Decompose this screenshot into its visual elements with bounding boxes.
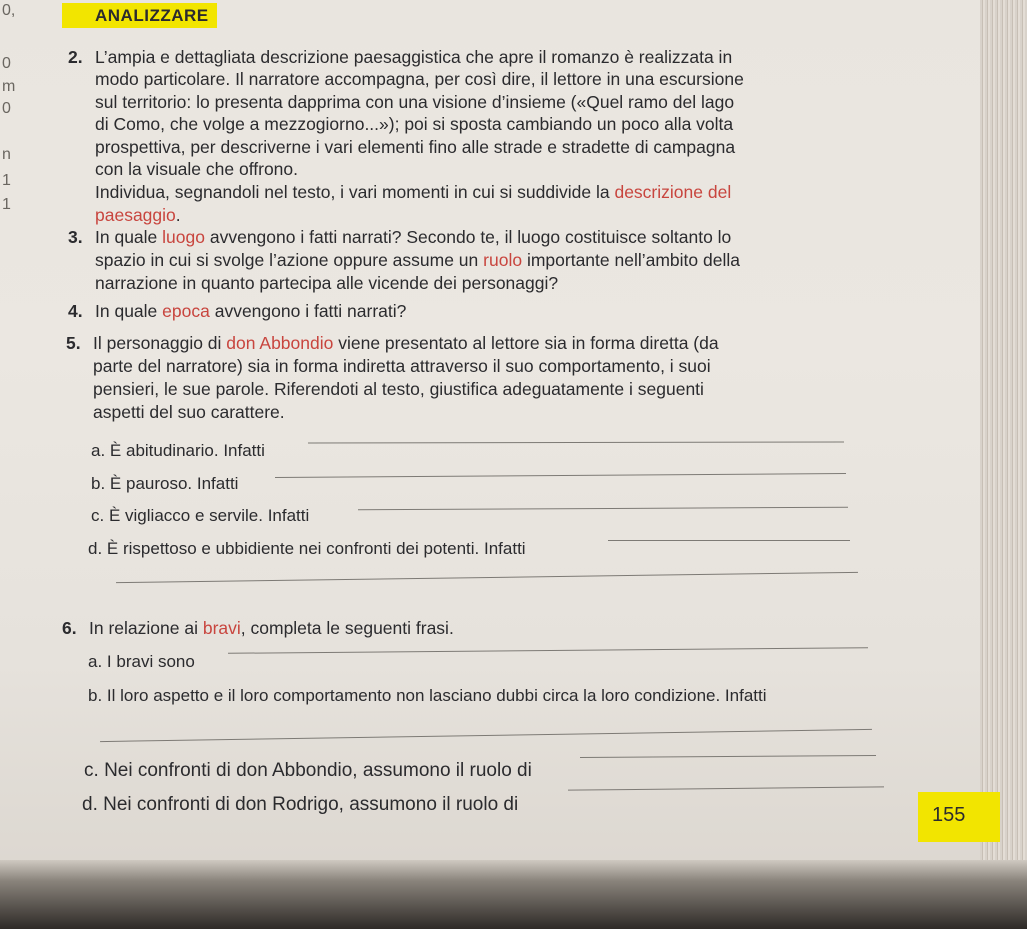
q6-item-c: [84, 760, 532, 782]
margin-mark: 1: [2, 196, 11, 213]
answer-line[interactable]: [608, 540, 850, 541]
sub-item-text: I bravi sono: [106, 652, 195, 671]
page-edges: [980, 0, 1027, 900]
sub-item-d: [88, 539, 526, 559]
margin-mark: 0,: [2, 2, 16, 19]
sub-item-text: È pauroso. Infatti: [109, 474, 239, 493]
sub-item-letter: c.: [91, 506, 105, 525]
question-number: 6.: [62, 618, 77, 638]
question-line: [95, 249, 740, 271]
question-text: avvengono i fatti narrati?: [214, 301, 407, 321]
sub-item-letter: b.: [88, 686, 103, 705]
sub-item-b: [91, 474, 238, 494]
sub-item-letter: a.: [91, 441, 106, 460]
question-line: [95, 226, 731, 248]
question-text: Il personaggio di: [93, 333, 222, 353]
margin-mark: n: [2, 146, 11, 163]
question-text: In quale: [95, 301, 158, 321]
margin-mark: 1: [2, 172, 11, 189]
question-text: In relazione ai: [89, 618, 198, 638]
keyword-highlight: luogo: [162, 227, 205, 247]
sub-item-text: Il loro aspetto e il loro comportamento non lasciano dubbi circa la loro condizione. Infatti: [106, 686, 767, 705]
question-line: [89, 617, 454, 639]
question-text: avvengono i fatti narrati? Secondo te, il luogo costituisce soltanto lo: [209, 227, 732, 247]
keyword-highlight: ruolo: [483, 250, 523, 270]
question-number: 2.: [68, 47, 83, 67]
margin-mark: 0: [2, 100, 11, 117]
instruction-line: [95, 181, 731, 203]
keyword-highlight: paesaggio: [95, 205, 176, 225]
question-line: di Como, che volge a mezzogiorno...»); poi si sposta cambiando un poco alla volta: [95, 114, 734, 134]
sub-item-letter: d.: [82, 794, 98, 815]
sub-item-text: È abitudinario. Infatti: [109, 441, 265, 460]
section-title: ANALIZZARE: [95, 6, 209, 25]
instruction-text: .: [175, 205, 181, 225]
margin-mark: 0: [2, 55, 11, 72]
page-number-box: [918, 792, 1000, 842]
question-line: pensieri, le sue parole. Riferendoti al testo, giustifica adeguatamente i seguenti: [93, 379, 704, 399]
question-line: [95, 300, 406, 322]
question-number: 5.: [66, 333, 81, 353]
sub-item-letter: b.: [91, 474, 106, 493]
bottom-shadow: [0, 860, 1027, 929]
question-line: con la visuale che offrono.: [95, 159, 299, 179]
question-text: In quale: [95, 227, 158, 247]
sub-item-letter: c.: [84, 760, 99, 781]
question-line: [93, 332, 719, 354]
q6-item-d: [82, 794, 518, 816]
margin-mark: m: [2, 78, 16, 95]
sub-item-c: [91, 506, 309, 526]
sub-item-text: È rispettoso e ubbidiente nei confronti dei potenti. Infatti: [106, 539, 526, 558]
question-line: modo particolare. Il narratore accompagna, per così dire, il lettore in una escursione: [95, 69, 744, 89]
sub-item-text: È vigliacco e servile. Infatti: [108, 506, 310, 525]
keyword-highlight: descrizione del: [614, 182, 732, 202]
keyword-highlight: bravi: [202, 618, 241, 638]
sub-item-text: Nei confronti di don Rodrigo, assumono il ruolo di: [103, 794, 519, 815]
question-line: L’ampia e dettagliata descrizione paesaggistica che apre il romanzo è realizzata in: [95, 47, 733, 67]
q6-item-b: [88, 686, 767, 706]
question-text: , completa le seguenti frasi.: [240, 618, 454, 638]
keyword-highlight: epoca: [162, 301, 210, 321]
keyword-highlight: don Abbondio: [226, 333, 334, 353]
question-number: 3.: [68, 227, 83, 247]
sub-item-a: [91, 441, 265, 461]
question-text: viene presentato al lettore sia in forma diretta (da: [338, 333, 719, 353]
question-number: 4.: [68, 301, 83, 321]
question-line: aspetti del suo carattere.: [93, 402, 285, 422]
question-line: narrazione in quanto partecipa alle vicende dei personaggi?: [95, 273, 559, 293]
question-line: sul territorio: lo presenta dapprima con una visione d’insieme («Quel ramo del lago: [95, 92, 735, 112]
page-number: 155: [932, 804, 966, 826]
instruction-line: [95, 204, 181, 226]
question-text: importante nell’ambito della: [526, 250, 740, 270]
sub-item-letter: d.: [88, 539, 103, 558]
question-line: parte del narratore) sia in forma indiretta attraverso il suo comportamento, i suoi: [93, 356, 711, 376]
sub-item-letter: a.: [88, 652, 103, 671]
question-text: spazio in cui si svolge l’azione oppure assume un: [95, 250, 479, 270]
sub-item-text: Nei confronti di don Abbondio, assumono il ruolo di: [104, 760, 532, 781]
q6-item-a: [88, 652, 195, 672]
question-line: prospettiva, per descriverne i vari elementi fino alle strade e stradette di campagna: [95, 137, 736, 157]
instruction-text: Individua, segnandoli nel testo, i vari momenti in cui si suddivide la: [95, 182, 610, 202]
